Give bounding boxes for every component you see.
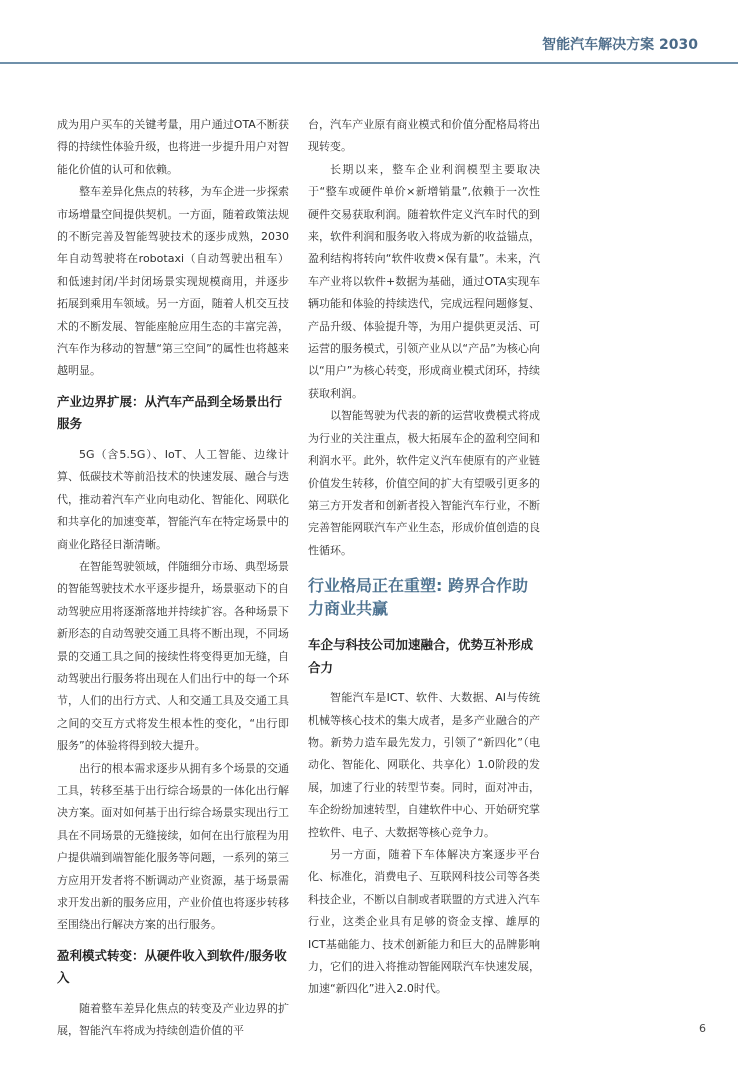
paragraph: 5G（含5.5G）、IoT、人工智能、边缘计算、低碳技术等前沿技术的快速发展、融合与迭代，推动着汽车产业向电动化、智能化、网联化和共享化的加速变革，智能汽车在特定场景中的商业化路径日渐清晰。 xyxy=(57,447,289,551)
page-number: 6 xyxy=(699,1022,706,1035)
paragraph: 以智能驾驶为代表的新的运营收费模式将成为行业的关注重点，极大拓展车企的盈利空间和利润水平。此外，软件定义汽车使原有的产业链价值发生转移，价值空间的扩大有望吸引更多的第三方开发者和创新者投入智能汽车行业，不断完善智能网联汽车产业生态，形成价值创造的良性循环。 xyxy=(308,409,540,557)
right-column xyxy=(308,114,540,1001)
paragraph: 长期以来，整车企业利润模型主要取决于“整车或硬件单价×新增销量”,依赖于一次性硬件交易获取利润。随着软件定义汽车时代的到来，软件利润和服务收入将成为新的收益锚点，盈利结构将转向“软件收费×保有量”。未来，汽车产业将以软件+数据为基础，通过OTA实现车辆功能和体验的持续迭代，完成远程问题修复、产品升级、体验提升等，为用户提供更灵活、可运营的服务模式，引领产业从以“产品”为核心向以“用户”为核心转变，形成商业模式闭环，持续获取利润。 xyxy=(308,162,540,400)
subheading-profit-model: 盈利模式转变：从硬件收入到软件/服务收入 xyxy=(57,947,287,986)
subheading-car-tech-fusion: 车企与科技公司加速融合，优势互补形成合力 xyxy=(308,637,534,675)
paragraph: 台，汽车产业原有商业模式和价值分配格局将出现转变。 xyxy=(308,118,540,154)
header-title: 智能汽车解决方案 2030 xyxy=(542,37,698,53)
paragraph: 成为用户买车的关键考量，用户通过OTA不断获得的持续性体验升级，也将进一步提升用户对智能化价值的认可和依赖。 xyxy=(57,118,289,176)
paragraph: 另一方面，随着下车体解决方案逐步平台化、标准化，消费电子、互联网科技公司等各类科技企业，不断以自制或者联盟的方式进入汽车行业，这类企业具有足够的资金支撑、雄厚的ICT基础能力、技术创新能力和巨大的品牌影响力，它们的进入将推动智能网联汽车快速发展，加速“新四化”进入2.0时代。 xyxy=(308,847,540,996)
paragraph: 整车差异化焦点的转移，为车企进一步探索市场增量空间提供契机。一方面，随着政策法规的不断完善及智能驾驶技术的逐步成熟，2030年自动驾驶将在robotaxi（自动驾驶出租车）和低速封闭/半封闭场景实现规模商用，并逐步拓展到乘用车领域。另一方面，随着人机交互技术的不断发展、智能座舱应用生态的丰富完善，汽车作为移动的智慧“第三空间”的属性也将越来越明显。 xyxy=(57,185,289,378)
paragraph: 智能汽车是ICT、软件、大数据、AI与传统机械等核心技术的集大成者，是多产业融合的产物。新势力造车最先发力，引领了“新四化”（电动化、智能化、网联化、共享化）1.0阶段的发展，加速了行业的转型节奏。同时，面对冲击，车企纷纷加速转型，自建软件中心、开始研究掌控软件、电子、大数据等核心竞争力。 xyxy=(308,691,540,839)
paragraph: 出行的根本需求逐步从拥有多个场景的交通工具，转移至基于出行综合场景的一体化出行解决方案。面对如何基于出行综合场景实现出行工具在不同场景的无缝接续，如何在出行旅程为用户提供端到端智能化服务等问题，一系列的第三方应用开发者将不断调动产业资源，基于场景需求开发出新的服务应用，产业价值也将逐步转移至围绕出行解决方案的出行服务。 xyxy=(57,761,289,932)
paragraph: 随着整车差异化焦点的转变及产业边界的扩展，智能汽车将成为持续创造价值的平 xyxy=(57,1001,289,1038)
paragraph: 在智能驾驶领域，伴随细分市场、典型场景的智能驾驶技术水平逐步提升，场景驱动下的自动驾驶应用将逐渐落地并持续扩容。各种场景下新形态的自动驾驶交通工具将不断出现，不同场景的交通工具之间的接续性将变得更加无缝，自动驾驶出行服务将出现在人们出行中的每一个环节，人们的出行方式、人和交通工具及交通工具之间的交互方式将发生根本性的变化，“出行即服务”的体验将得到较大提升。 xyxy=(57,559,289,753)
section-title: 行业格局正在重塑: 跨界合作助力商业共赢 xyxy=(308,576,528,619)
subheading-industry-boundary: 产业边界扩展：从汽车产品到全场景出行服务 xyxy=(57,393,283,432)
left-column xyxy=(57,114,289,1043)
header-divider xyxy=(0,62,738,64)
